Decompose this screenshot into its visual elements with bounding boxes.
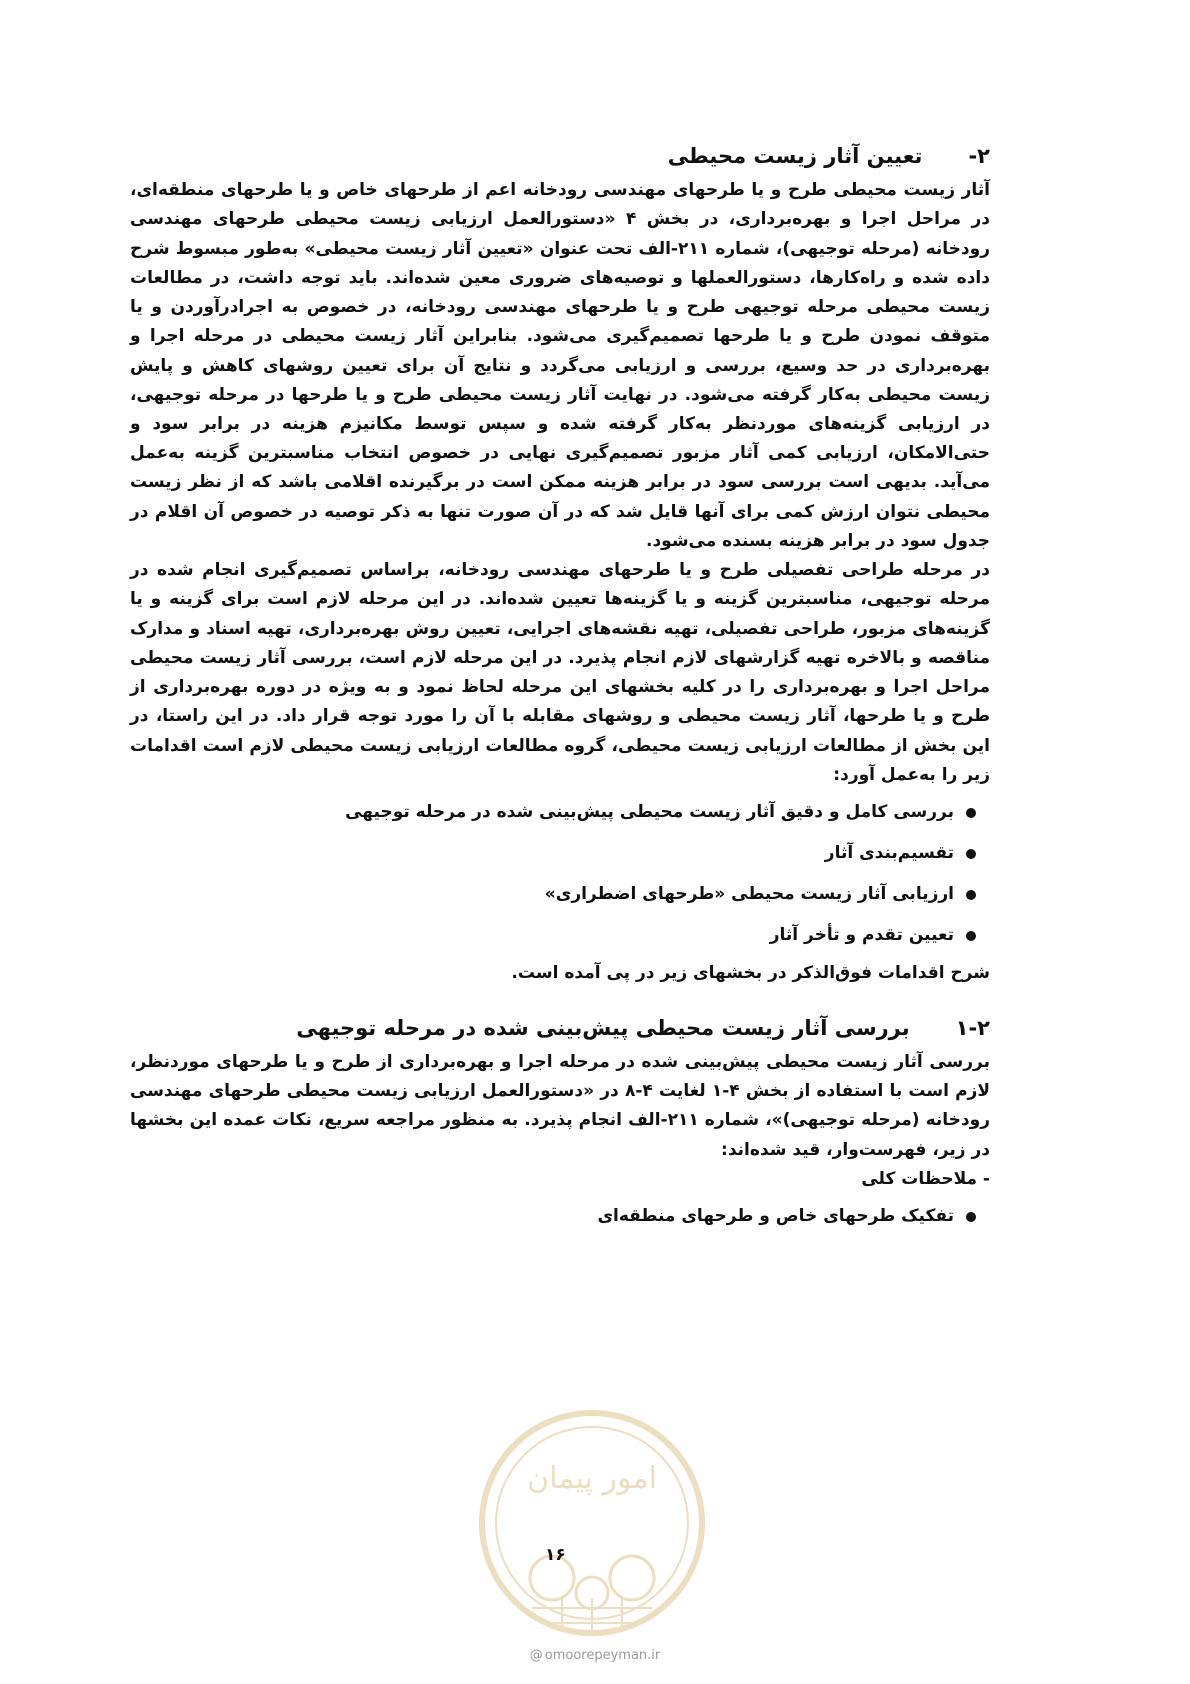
subsection-paragraph: بررسی آثار زیست محیطی پیش‌بینی شده در مرحله اجرا و بهره‌برداری از طرح و یا طرحهای موردنظر، لازم است با استفاده از بخش ۴-۱ لغایت ۴-۸ در «دستورالعمل ارزیابی زیست محیطی طرحهای مهندسی رودخانه (مرحله توجیهی)»، شماره ۲۱۱-الف انجام پذیرد. به منظور مراجعه سریع، نکات عمده این بخشها در زیر، فهرست‌وار، قید شده‌اند:	[130, 1051, 990, 1160]
list-item: تعیین تقدم و تأخر آثار	[130, 915, 976, 956]
bullet-icon	[966, 849, 976, 859]
watermark-text: امور پیمان	[527, 1461, 657, 1496]
list-item: تفکیک طرحهای خاص و طرحهای منطقه‌ای	[130, 1196, 976, 1237]
bullet-icon	[966, 1212, 976, 1222]
list-item: ارزیابی آثار زیست محیطی «طرحهای اضطراری»	[130, 874, 976, 915]
at-sign-icon: @	[529, 1648, 543, 1663]
section-paragraph-1: آثار زیست محیطی طرح و یا طرحهای مهندسی رودخانه اعم از طرحهای خاص و یا طرحهای منطقه‌ای، در مراحل اجرا و بهره‌برداری، در بخش ۴ «دستورالعمل ارزیابی زیست محیطی طرحهای مهندسی رودخانه (مرحله توجیهی)، شماره ۲۱۱-الف تحت عنوان «تعیین آثار زیست محیطی» به‌طور مبسوط شرح داده شده و راه‌کارها، دستورالعملها و توصیه‌های ضروری معین شده‌اند. باید توجه داشت، در مطالعات زیست محیطی مرحله توجیهی طرح و یا طرحهای مهندسی رودخانه، در خصوص به اجرادرآوردن و یا متوقف نمودن طرح و یا طرحها تصمیم‌گیری می‌شود. بنابراین آثار زیست محیطی در مرحله اجرا و بهره‌برداری در حد وسیع، بررسی و ارزیابی می‌گردد و نتایج آن برای تعیین روشهای کاهش و پایش زیست محیطی به‌کار گرفته می‌شود. در نهایت آثار زیست محیطی طرح و یا طرحها در مرحله توجیهی، در ارزیابی گزینه‌های موردنظر به‌کار گرفته شده و سپس توسط مکانیزم هزینه در برابر سود و حتی‌الامکان، ارزیابی کمی آثار مزبور تصمیم‌گیری نهایی در خصوص انتخاب مناسبترین گزینه به‌عمل می‌آید. بدیهی است بررسی سود در برابر هزینه ممکن است در برگیرنده اقلامی باشد که از نظر زیست محیطی نتوان ارزش کمی برای آنها قایل شد که در آن صورت تنها به ذکر توصیه در خصوص آن اقلام در جدول سود در برابر هزینه بسنده می‌شود.	[130, 180, 991, 551]
section-bullet-list	[130, 792, 990, 957]
subsection-bullet-list	[130, 1196, 990, 1237]
section-closing: شرح اقدامات فوق‌الذکر در بخشهای زیر در پی آمده است.	[511, 962, 990, 983]
watermark-seal-icon	[472, 1403, 712, 1643]
list-item: بررسی کامل و دقیق آثار زیست محیطی پیش‌بینی شده در مرحله توجیهی	[130, 792, 976, 833]
section-title: تعیین آثار زیست محیطی	[667, 144, 923, 168]
footer-watermark-url	[0, 1648, 1190, 1663]
bullet-icon	[966, 808, 976, 818]
dash-item: - ملاحظات کلی	[861, 1168, 990, 1189]
subsection-heading	[130, 1010, 990, 1046]
subsection-title: بررسی آثار زیست محیطی پیش‌بینی شده در مرحله توجیهی	[296, 1015, 910, 1040]
section-paragraph-2: در مرحله طراحی تفصیلی طرح و یا طرحهای مهندسی رودخانه، براساس تصمیم‌گیری انجام شده در مرحله توجیهی، مناسبترین گزینه و یا گزینه‌ها تعیین شده‌اند. در این مرحله لازم است برای گزینه و یا گزینه‌های مزبور، طراحی تفصیلی، تهیه نقشه‌های اجرایی، تعیین روش بهره‌برداری، تهیه اسناد و مدارک مناقصه و بالاخره تهیه گزارشهای لازم انجام پذیرد. در این مرحله لازم است، بررسی آثار زیست محیطی مراحل اجرا و بهره‌برداری را در کلیه بخشهای این مرحله لحاظ نمود و به ویژه در دوره بهره‌برداری از طرح و یا طرحها، آثار زیست محیطی و روشهای مقابله با آن را مورد توجه قرار داد. در این راستا، در این بخش از مطالعات ارزیابی زیست محیطی، گروه مطالعات ارزیابی زیست محیطی لازم است اقدامات زیر را به‌عمل آورد:	[130, 560, 990, 785]
section-heading	[130, 138, 990, 174]
bullet-icon	[966, 890, 976, 900]
section-number: ۲-	[968, 144, 990, 168]
page-number: ۱۶	[545, 1545, 566, 1565]
document-page	[130, 138, 990, 1239]
watermark-url: omoorepeyman.ir	[544, 1648, 661, 1663]
bullet-icon	[966, 931, 976, 941]
subsection-number: ۱-۲	[955, 1015, 990, 1040]
seal-graphic	[482, 1413, 702, 1635]
list-item: تقسیم‌بندی آثار	[130, 833, 976, 874]
